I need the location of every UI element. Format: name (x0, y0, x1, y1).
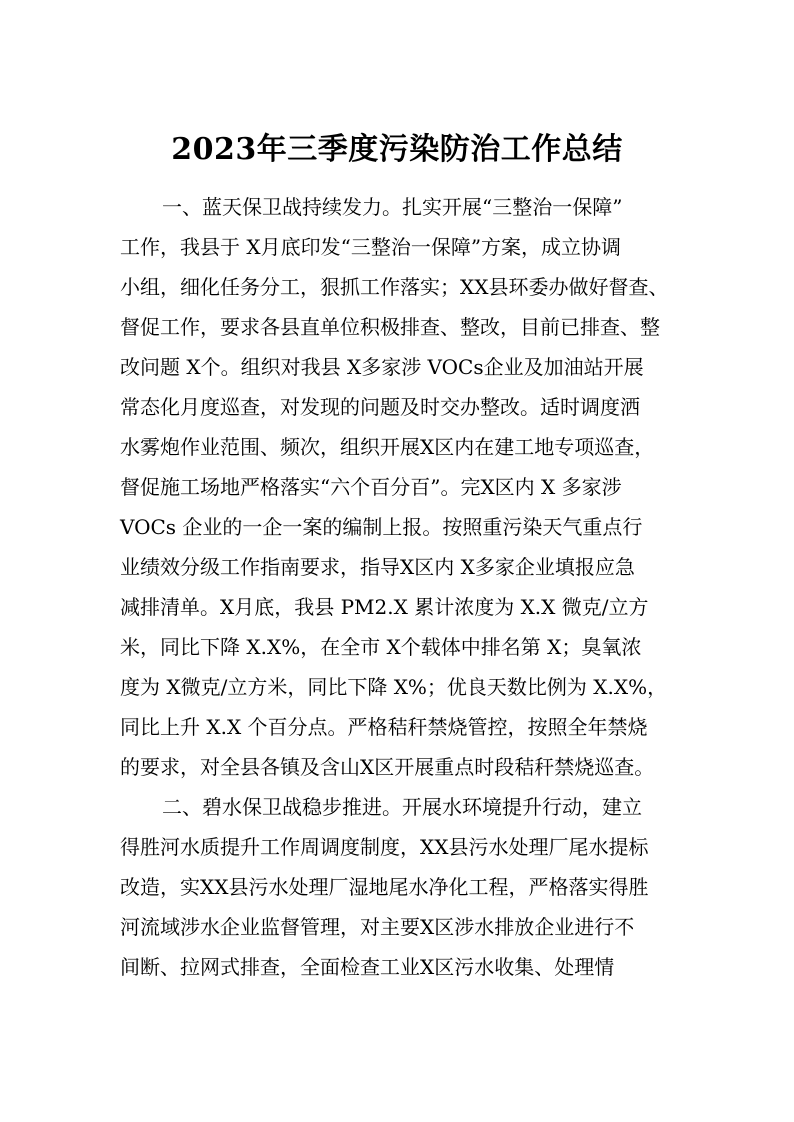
paragraph-line: 小组，细化任务分工，狠抓工作落实；XX县环委办做好督查、 (120, 275, 669, 299)
paragraph-line: 水雾炮作业范围、频次，组织开展X区内在建工地专项巡查， (120, 435, 655, 459)
paragraph-line: 改问题 X个。组织对我县 X多家涉 VOCs企业及加油站开展 (120, 355, 644, 379)
paragraph-line: 得胜河水质提升工作周调度制度，XX县污水处理厂尾水提标 (120, 835, 649, 859)
paragraph-line: 减排清单。X月底，我县 PM2.X 累计浓度为 X.X 微克/立方 (120, 595, 649, 619)
paragraph-line: 督促工作，要求各县直单位积极排查、整改，目前已排查、整 (120, 315, 660, 339)
paragraph-line: 常态化月度巡查，对发现的问题及时交办整改。适时调度洒 (120, 395, 640, 419)
paragraph-line: 二、碧水保卫战稳步推进。开展水环境提升行动，建立 (162, 795, 642, 819)
document-title: 2023年三季度污染防治工作总结 (171, 132, 623, 167)
paragraph-line: 河流域涉水企业监督管理，对主要X区涉水排放企业进行不 (120, 915, 635, 939)
paragraph-line: 业绩效分级工作指南要求，指导X区内 X多家企业填报应急 (120, 555, 635, 579)
paragraph-line: VOCs 企业的一企一案的编制上报。按照重污染天气重点行 (120, 515, 643, 539)
paragraph-line: 工作，我县于 X月底印发“三整治一保障”方案，成立协调 (120, 235, 622, 259)
paragraph-line: 间断、拉网式排查，全面检查工业X区污水收集、处理情 (120, 955, 615, 979)
paragraph-line: 督促施工场地严格落实“六个百分百”。完X区内 X 多家涉 (120, 475, 622, 499)
paragraph-line: 改造，实XX县污水处理厂湿地尾水净化工程，严格落实得胜 (120, 875, 649, 899)
paragraph-line: 一、蓝天保卫战持续发力。扎实开展“三整治一保障” (162, 195, 623, 219)
paragraph-line: 度为 X微克/立方米，同比下降 X%；优良天数比例为 X.X%， (120, 675, 668, 699)
paragraph-line: 的要求，对全县各镇及含山X区开展重点时段秸秆禁烧巡查。 (120, 755, 655, 779)
paragraph-line: 米，同比下降 X.X%，在全市 X个载体中排名第 X；臭氧浓 (120, 635, 642, 659)
paragraph-line: 同比上升 X.X 个百分点。严格秸秆禁烧管控，按照全年禁烧 (120, 715, 648, 739)
